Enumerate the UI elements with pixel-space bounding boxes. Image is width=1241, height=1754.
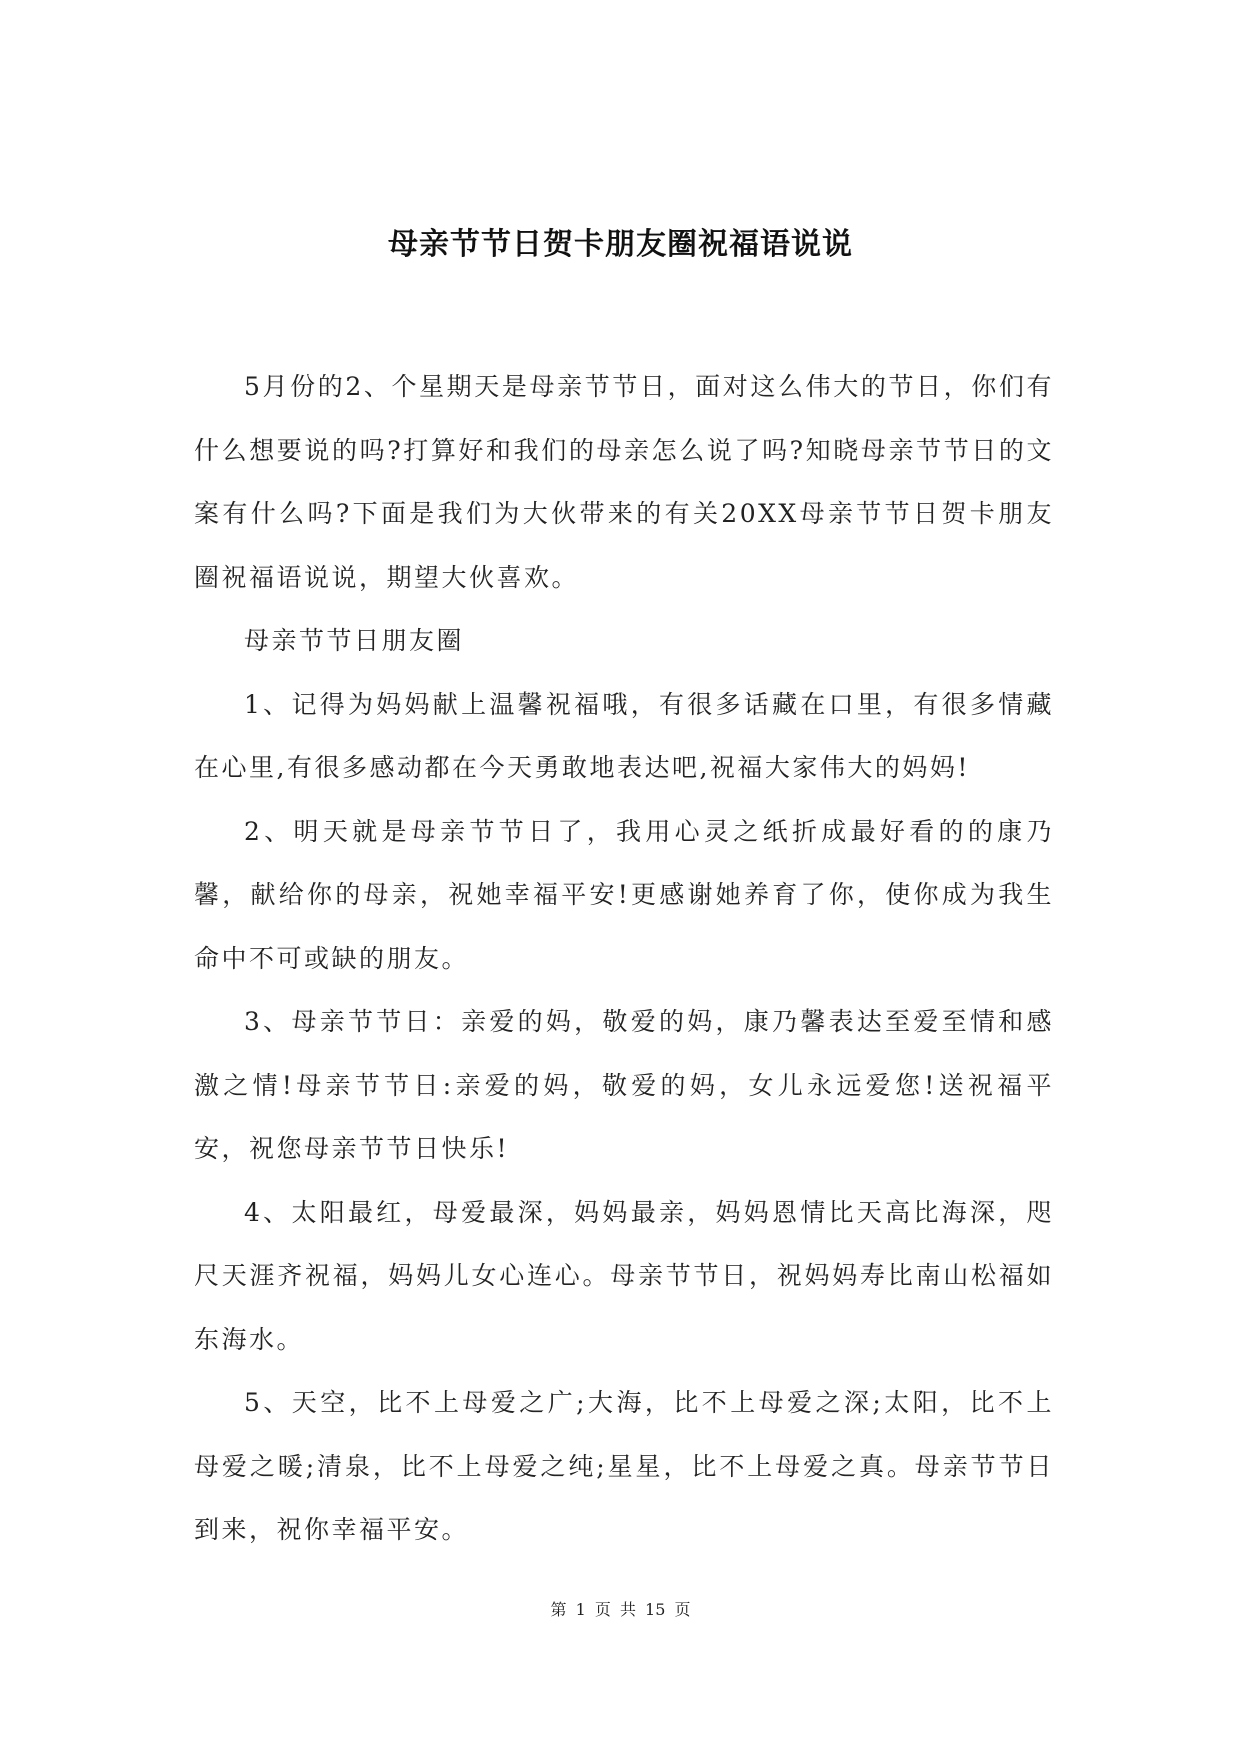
section-heading: 母亲节节日朋友圈 [244, 626, 465, 655]
list-item: 1、记得为妈妈献上温馨祝福哦，有很多话藏在口里，有很多情藏在心里,有很多感动都在今天勇敢地表达吧,祝福大家伟大的妈妈! [194, 689, 1054, 782]
intro-paragraph: 5月份的2、个星期天是母亲节节日，面对这么伟大的节日，你们有什么想要说的吗?打算好和我们的母亲怎么说了吗?知晓母亲节节日的文案有什么吗?下面是我们为大伙带来的有关20XX母亲节节日贺卡朋友圈祝福语说说，期望大伙喜欢。 [194, 372, 1054, 592]
document-body [194, 355, 1054, 1562]
list-item: 2、明天就是母亲节节日了，我用心灵之纸折成最好看的的康乃馨，献给你的母亲，祝她幸福平安!更感谢她养育了你，使你成为我生命中不可或缺的朋友。 [194, 816, 1054, 973]
document-title: 母亲节节日贺卡朋友圈祝福语说说 [388, 227, 853, 262]
list-item: 4、太阳最红，母爱最深，妈妈最亲，妈妈恩情比天高比海深，咫尺天涯齐祝福，妈妈儿女心连心。母亲节节日，祝妈妈寿比南山松福如东海水。 [194, 1197, 1054, 1354]
page-number-footer: 第 1 页 共 15 页 [550, 1600, 691, 1619]
list-item: 3、母亲节节日：亲爱的妈，敬爱的妈，康乃馨表达至爱至情和感激之情!母亲节节日:亲爱的妈，敬爱的妈，女儿永远爱您!送祝福平安，祝您母亲节节日快乐! [194, 1007, 1054, 1163]
list-item: 5、天空，比不上母爱之广;大海，比不上母爱之深;太阳，比不上母爱之暖;清泉，比不上母爱之纯;星星，比不上母爱之真。母亲节节日到来，祝你幸福平安。 [194, 1388, 1054, 1544]
